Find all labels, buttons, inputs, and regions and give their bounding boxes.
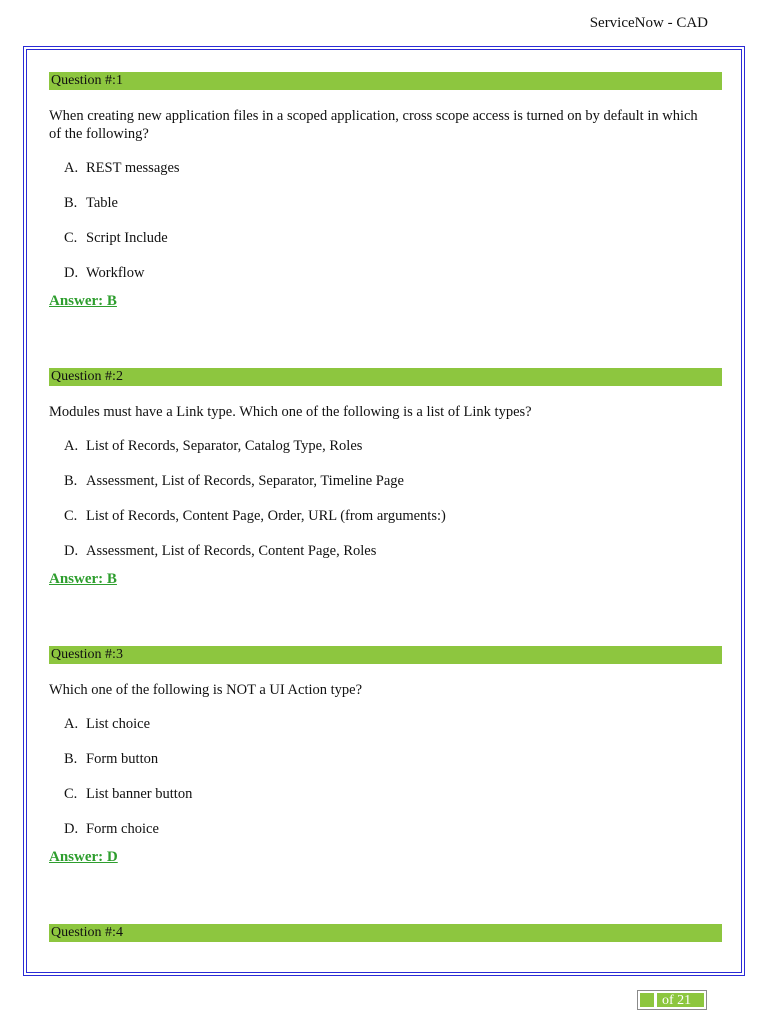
option-text: REST messages [86,160,180,176]
question-text: Which one of the following is NOT a UI Action type? [49,682,363,698]
answer-options [49,151,722,291]
question-text: Modules must have a Link type. Which one of the following is a list of Link types? [49,404,532,420]
page-frame [23,46,745,976]
option-b [49,464,722,499]
question-block-2 [49,368,722,588]
option-text: Table [86,195,118,211]
answer-options [49,707,722,847]
option-c [49,499,722,534]
document-header-title: ServiceNow - CAD [589,15,708,31]
answer-key: Answer: D [49,849,118,865]
option-letter: A. [64,160,79,176]
option-text: Form button [86,751,159,767]
answer-key: Answer: B [49,571,117,587]
option-a [49,707,722,742]
question-block-3 [49,646,722,866]
option-letter: D. [64,265,79,281]
option-a [49,151,722,186]
option-b [49,742,722,777]
option-letter: A. [64,438,79,454]
option-c [49,221,722,256]
option-letter: C. [64,230,78,246]
option-letter: C. [64,786,78,802]
option-text: Assessment, List of Records, Content Page, Roles [86,543,377,559]
option-text: Workflow [86,265,145,281]
question-block-4 [49,924,722,942]
page-counter [637,990,707,1010]
option-letter: B. [64,473,78,489]
page-total: of 21 [662,993,692,1008]
question-label-bar: Question #:2 [49,368,722,386]
option-text: Script Include [86,230,168,246]
option-letter: B. [64,751,78,767]
option-d [49,256,722,291]
option-letter: B. [64,195,78,211]
option-text: List banner button [86,786,193,802]
option-letter: C. [64,508,78,524]
option-text: List of Records, Content Page, Order, URL (from arguments:) [86,508,446,524]
option-text: List choice [86,716,151,732]
page-number-slot [654,993,657,1007]
option-a [49,429,722,464]
question-block-1 [49,72,722,310]
question-label-bar: Question #:1 [49,72,722,90]
option-text: Assessment, List of Records, Separator, Timeline Page [86,473,404,489]
option-text: Form choice [86,821,159,837]
option-letter: D. [64,543,79,559]
option-text: List of Records, Separator, Catalog Type, Roles [86,438,363,454]
option-c [49,777,722,812]
answer-options [49,429,722,569]
option-d [49,812,722,847]
answer-key: Answer: B [49,293,117,309]
question-text: When creating new application files in a scoped application, cross scope access is turned on by default in which of the following? [49,108,698,142]
page-counter-fill [640,993,704,1007]
question-label-bar: Question #:3 [49,646,722,664]
question-label-bar: Question #:4 [49,924,722,942]
option-letter: A. [64,716,79,732]
option-b [49,186,722,221]
option-letter: D. [64,821,79,837]
option-d [49,534,722,569]
